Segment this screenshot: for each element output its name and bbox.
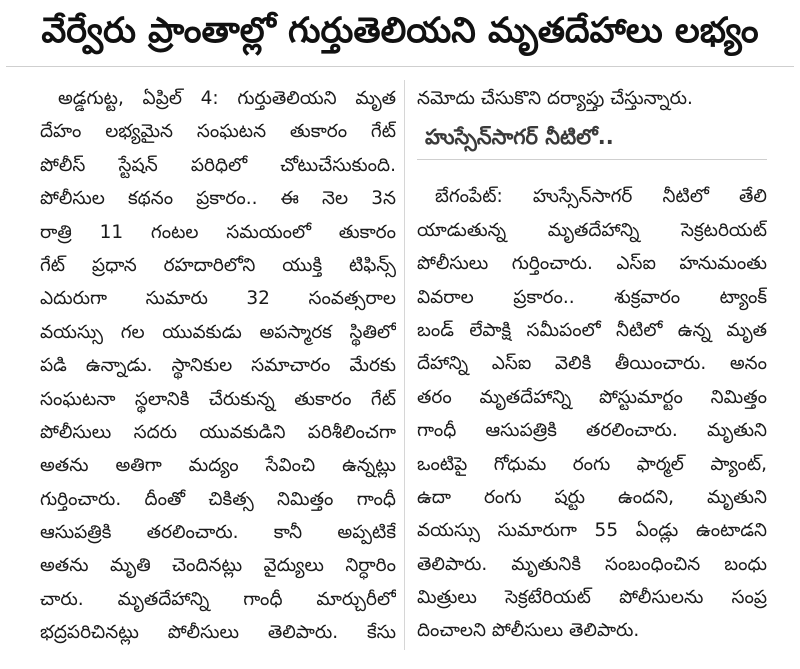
headline: వేర్వేరు ప్రాంతాల్లో గుర్తుతెలియని మృతదేహాలు లభ్యం [41, 11, 759, 51]
article-line: దించాలని పోలీసులు తెలిపారు. [417, 620, 640, 642]
article-line: గేట్ ప్రధాన రహదారిలోని యుక్తి టిఫిన్స్ [40, 254, 396, 276]
article-line: సంఘటనా స్థలానికి చేరుకున్న తుకారం గేట్ [40, 388, 396, 410]
article-line: ఒంటిపై గోధుమ రంగు ఫార్మల్ ప్యాంట్, [417, 453, 767, 475]
article-line: తెలిపారు. మృతునికి సంబంధించిన బంధు [417, 553, 767, 575]
article-line: ఎదురుగా సుమారు 32 సంవత్సరాల [40, 288, 396, 310]
article-line: బండ్ లేపాక్షి సమీపంలో నీటిలో ఉన్న మృత [417, 319, 767, 341]
article-line: అతను మృతి చెందినట్లు వైద్యులు నిర్ధారిం [40, 555, 396, 577]
article-line: పోలీసులు సదరు యువకుడిని పరిశీలించగా [40, 421, 396, 443]
column-divider [404, 80, 405, 650]
article-line: అతను అతిగా మద్యం సేవించి ఉన్నట్లు [40, 455, 396, 477]
headline-rule [6, 66, 794, 67]
article-line: యాడుతున్న మృతదేహాన్ని సెక్రటరియట్ [417, 219, 767, 241]
left-column [40, 82, 396, 650]
article-line: ఉదా రంగు షర్టు ఉందని, మృతుని [417, 486, 767, 508]
article-line: చారు. మృతదేహాన్ని గాంధీ మార్చురీలో [40, 588, 396, 610]
article-line: దేహాన్ని ఎస్ఐ వెలికి తీయించారు. అనం [417, 353, 767, 375]
article-line: పోలీసులు గుర్తించారు. ఎస్ఐ హనుమంతు [417, 253, 767, 275]
article-line: ఆసుపత్రికి తరలించారు. కానీ అప్పటికే [40, 522, 396, 544]
subheading: హుస్సేన్‌సాగర్ నీటిలో.. [417, 115, 767, 160]
article-line: వివరాల ప్రకారం.. శుక్రవారం ట్యాంక్ [417, 286, 767, 308]
article-line: నమోదు చేసుకొని దర్యాప్తు చేస్తున్నారు. [417, 88, 693, 109]
article-line: దేహం లభ్యమైన సంఘటన తుకారం గేట్ [40, 121, 396, 143]
article-line: తరం మృతదేహాన్ని పోస్టుమార్టం నిమిత్తం [417, 386, 767, 408]
article-line: గుర్తించారు. దీంతో చికిత్స నిమిత్తం గాంధీ [40, 488, 396, 510]
right-column [417, 82, 767, 648]
article-line: అడ్డగుట్ట, ఏప్రిల్ 4: గుర్తుతెలియని మృత [58, 88, 396, 109]
article-line: గాంధీ ఆసుపత్రికి తరలించారు. మృతుని [417, 420, 767, 442]
article-line: పోలీస్ స్టేషన్ పరిధిలో చోటుచేసుకుంది. [40, 154, 396, 176]
article-line: మిత్రులు సెక్రటేరియట్ పోలీసులను సంప్ర [417, 587, 767, 609]
article-line: వయస్సు గల యువకుడు అపస్మారక స్థితిలో [40, 321, 396, 343]
article-line: రాత్రి 11 గంటల సమయంలో తుకారం [40, 221, 396, 243]
article-line: పడి ఉన్నాడు. స్థానికుల సమాచారం మేరకు [40, 355, 396, 377]
article-line: పోలీసుల కథనం ప్రకారం.. ఈ నెల 3న [40, 188, 396, 210]
article-line: బేగంపేట్: హుస్సేన్‌సాగర్ నీటిలో తేలి [435, 186, 767, 208]
article-line: వయస్సు సుమారుగా 55 ఏండ్లు ఉంటాడని [417, 520, 767, 542]
article-line: భద్రపరిచినట్లు పోలీసులు తెలిపారు. కేసు [40, 622, 396, 644]
